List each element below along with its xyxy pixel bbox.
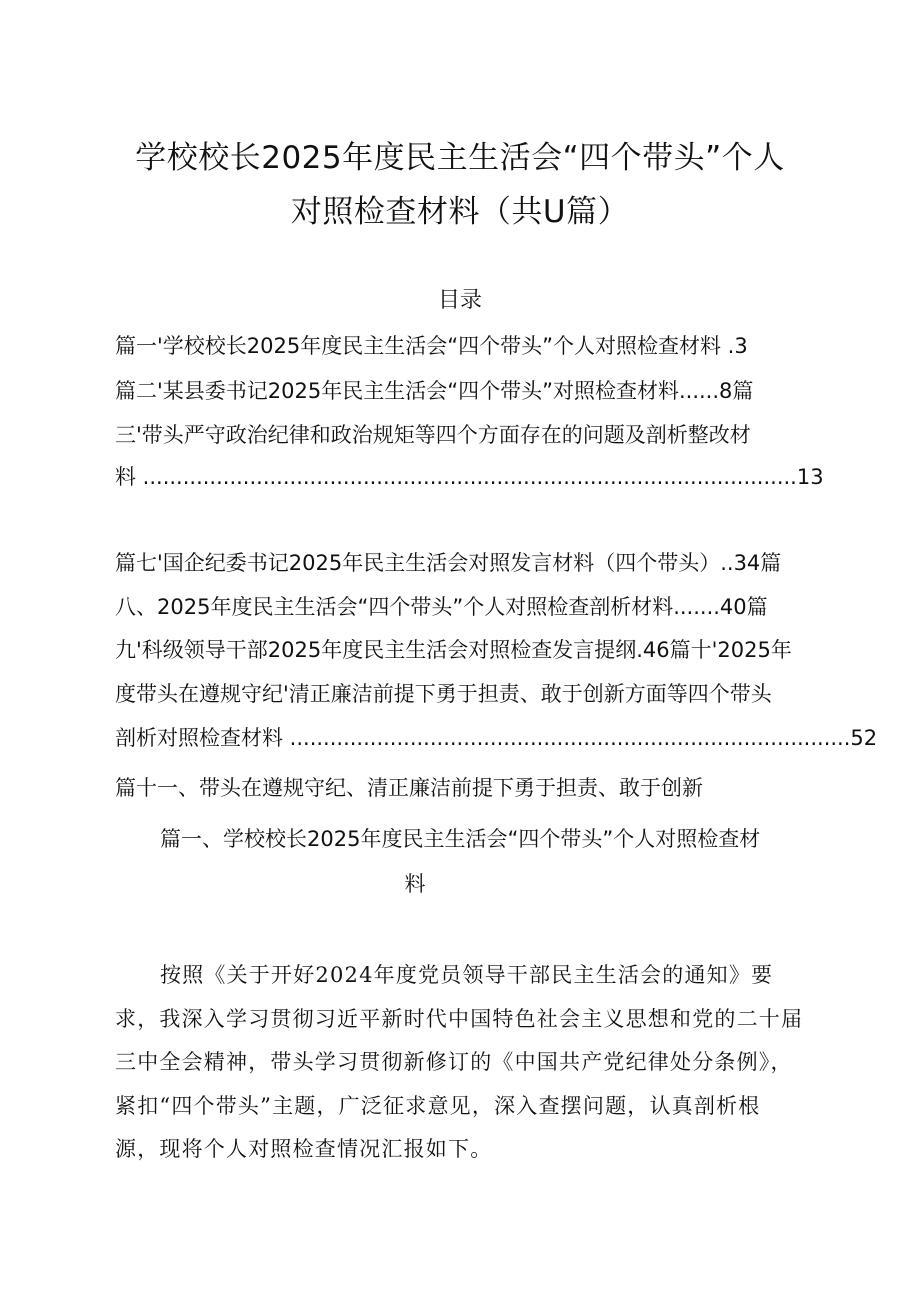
body-paragraph-line-2: 求，我深入学习贯彻习近平新时代中国特色社会主义思想和党的二十届 [115, 1007, 804, 1031]
body-paragraph-line-5: 源，现将个人对照检查情况汇报如下。 [115, 1137, 493, 1161]
toc-entry-10[interactable]: 度带头在遵规守纪'清正廉洁前提下勇于担责、敢于创新方面等四个带头 [115, 682, 772, 706]
toc-entry-10-cont[interactable]: 剖析对照检查材料 ....................................................................................52 [115, 726, 878, 750]
section-title-line-1: 篇一、学校校长2025年度民主生活会“四个带头”个人对照检查材 [160, 827, 761, 851]
toc-entry-9[interactable]: 九'科级领导干部2025年度民主生活会对照检查发言提纲.46篇十'2025年 [115, 638, 792, 662]
toc-entry-7[interactable]: 篇七'国企纪委书记2025年民主生活会对照发言材料（四个带头）..34篇 [115, 551, 782, 575]
body-paragraph-line-4: 紧扣“四个带头”主题，广泛征求意见，深入查摆问题，认真剖析根 [115, 1094, 761, 1118]
body-paragraph-line-3: 三中全会精神，带头学习贯彻新修订的《中国共产党纪律处分条例》， [115, 1050, 793, 1074]
section-title-line-2: 料 [404, 872, 426, 896]
toc-entry-3[interactable]: 三'带头严守政治纪律和政治规矩等四个方面存在的问题及剖析整改材 [115, 423, 751, 447]
document-title-line-2: 对照检查材料（共U篇） [290, 194, 630, 230]
toc-entry-2[interactable]: 篇二'某县委书记2025年民主生活会“四个带头”对照检查材料......8篇 [115, 379, 754, 403]
toc-heading: 目录 [437, 288, 482, 313]
body-paragraph-line-1: 按照《关于开好2024年度党员领导干部民主生活会的通知》要 [160, 963, 774, 987]
toc-entry-3-cont[interactable]: 料 ..................................................................................................13 [115, 465, 824, 489]
toc-entry-8[interactable]: 八、2025年度民主生活会“四个带头”个人对照检查剖析材料.......40篇 [115, 595, 768, 619]
document-title-line-1: 学校校长2025年度民主生活会“四个带头”个人 [135, 140, 785, 176]
toc-entry-1[interactable]: 篇一'学校校长2025年度民主生活会“四个带头”个人对照检查材料 .3 [115, 334, 748, 358]
toc-entry-11[interactable]: 篇十一、带头在遵规守纪、清正廉洁前提下勇于担责、敢于创新 [115, 776, 703, 800]
